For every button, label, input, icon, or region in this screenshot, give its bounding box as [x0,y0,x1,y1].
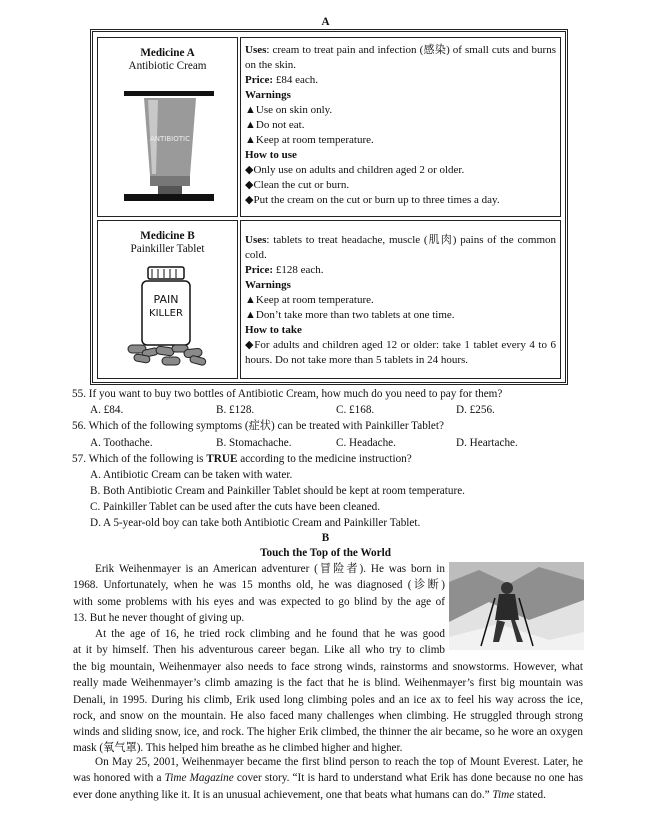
q56-option-d: D. Heartache. [456,437,518,449]
p3-text-2: cover story. “It is hard to understand what Erik has done because no one has ever done anything like it. It is an unusual achievement, one that beats what humans can do.” [73,772,583,801]
medicine-b-price-label: Price: [245,264,274,276]
medicine-a-howto-item: ◆Clean the cut or burn. [245,179,350,191]
magazine-name-short: Time [492,788,515,801]
tube-label: ANTIBIOTIC [150,135,190,143]
p3-text-3: stated. [514,788,546,801]
q57-text-end: according to the medicine instruction? [237,453,412,465]
q56-option-b: B. Stomachache. [216,437,292,449]
q55-option-c: C. £168. [336,404,375,416]
medicine-a-warning-item: ▲Use on skin only. [245,104,333,116]
medicine-a-warning-item: ▲Do not eat. [245,119,305,131]
q55-option-d: D. £256. [456,404,495,416]
bottle-label-line1: PAIN [153,293,179,306]
medicine-b-price: £128 each. [273,264,324,276]
medicine-a-name-cell [97,37,238,217]
medicine-a-price: £84 each. [273,74,318,86]
medicine-b-name-cell [97,220,238,379]
question-56: 56. Which of the following symptoms (症状) can be treated with Painkiller Tablet? [72,420,444,432]
climber-photo [449,562,584,650]
paragraph-2: the big mountain, Weihenmayer also needs to face strong winds, rainstorms and snowstorms. However, what really made Weihenmayer’s climb amazing is the fact that he is blind. Weihenmayer’s first big mountain was Denali, in 1995. During his climb, Erik used long climbing poles and an ice ax to feel his way across the ice, rock, and snow on the mountain. He also faced many challenges when climbing. He struggled through strong winds and sliding snow, ice, and rock. The higher Erik climbed, the thinner the air became, so he wore an oxygen mask (氧气罩). This helped him breathe as he climbed higher and higher. [73,661,583,755]
q55-option-a: A. £84. [90,404,124,416]
q55-option-b: B. £128. [216,404,255,416]
medicine-a-uses-label: Uses [245,44,267,56]
paragraph-line: 13. But he never thought of giving up. [73,611,245,624]
medicine-a-name: Medicine A [140,47,195,59]
q57-text-bold: TRUE [206,453,238,465]
medicine-b-uses-text: : tablets to treat headache, muscle (肌肉) pains of the common cold. [245,234,556,261]
cream-tube-image [98,88,239,208]
q57-option-b: B. Both Antibiotic Cream and Painkiller Tablet should be kept at room temperature. [90,485,465,497]
paragraph-line: Erik Weihenmayer is an American adventurer (冒险者). He was born in [95,563,445,575]
medicine-a-warning-item: ▲Keep at room temperature. [245,134,374,146]
medicine-b-howto-item: ◆For adults and children aged 12 or older: take 1 tablet every 4 to 6 hours. Do not take more than 5 tablets in 24 hours. [245,339,556,366]
medicine-a-type: Antibiotic Cream [128,60,207,72]
section-b-label: B [321,532,330,544]
paragraph-line: at it by himself. Then his adventurous career began. Like all who try to climb [73,644,445,657]
medicine-b-warnings-label: Warnings [245,279,291,291]
paragraph-line: 1968. Unfortunately, when he was 15 months old, he was diagnosed (诊断) [73,579,445,592]
medicine-b-warning-item: ▲Keep at room temperature. [245,294,374,306]
medicine-a-warnings-label: Warnings [245,89,291,101]
q56-option-a: A. Toothache. [90,437,153,449]
medicine-a-howto-label: How to use [245,149,297,161]
medicine-b-info-cell [240,220,561,379]
bottle-label-line2: KILLER [149,308,183,319]
medicine-b-type: Painkiller Tablet [130,243,205,255]
medicine-table [90,29,568,385]
medicine-b-howto-label: How to take [245,324,302,336]
q56-option-c: C. Headache. [336,437,396,449]
pill-bottle-image [98,265,239,375]
question-55: 55. If you want to buy two bottles of Antibiotic Cream, how much do you need to pay for them? [72,388,503,400]
medicine-a-uses-text: : cream to treat pain and infection (感染) of small cuts and burns on the skin. [245,44,556,71]
q57-option-c: C. Painkiller Tablet can be used after the cuts have been cleaned. [90,501,381,513]
passage-title: Touch the Top of the World [260,547,391,559]
q57-option-a: A. Antibiotic Cream can be taken with water. [90,469,293,481]
medicine-b-uses-label: Uses [245,234,267,246]
medicine-a-howto-item: ◆Only use on adults and children aged 2 or older. [245,164,465,176]
medicine-a-price-label: Price: [245,74,274,86]
paragraph-1 [73,561,445,659]
q57-text-start: 57. Which of the following is [72,453,207,465]
paragraph-3 [73,754,583,803]
section-a-label: A [321,16,330,28]
medicine-a-howto-item: ◆Put the cream on the cut or burn up to three times a day. [245,194,500,206]
magazine-name: Time Magazine [164,772,234,785]
medicine-b-name: Medicine B [140,230,195,242]
paragraph-line: At the age of 16, he tried rock climbing and he found that he was good [95,628,445,641]
medicine-b-warning-item: ▲Don’t take more than two tablets at one time. [245,309,455,321]
paragraph-line: with some problems with his eyes and was expected to go blind by the age of [73,595,445,608]
q57-option-d: D. A 5-year-old boy can take both Antibiotic Cream and Painkiller Tablet. [90,517,421,529]
p3-text-1: On May 25, 2001, Weihenmayer became the first blind person to reach the top of Mount Everest. Later, he was honored with a [73,756,583,785]
question-57 [72,452,412,466]
medicine-a-info-cell [240,37,561,217]
